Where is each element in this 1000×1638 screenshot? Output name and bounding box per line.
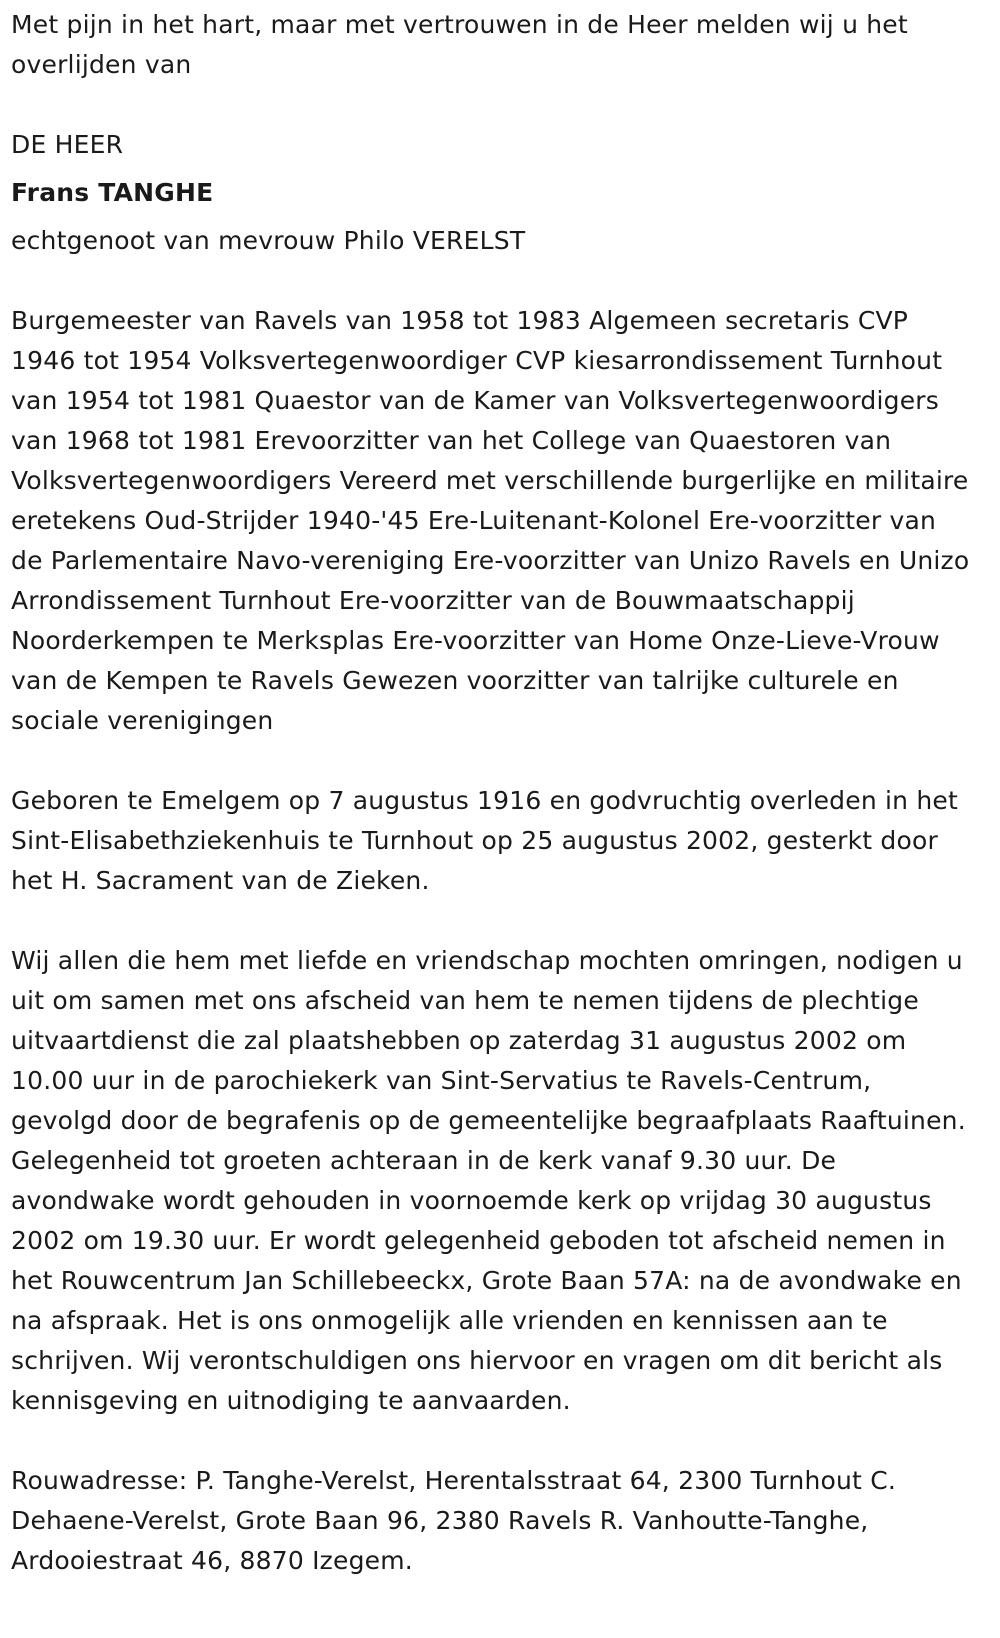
spouse-text: echtgenoot van mevrouw Philo VERELST bbox=[11, 226, 526, 255]
career-text: Burgemeester van Ravels van 1958 tot 1983 Algemeen secretaris CVP 1946 tot 1954 Volksvertegenwoordiger CVP kiesarrondissement Turnhout van 1954 tot 1981 Quaestor van de Kamer van Volksvertegenwoordigers van 1968 tot 1981 Erevoorzitter van het College van Quaestoren van Volksvertegenwoordigers Vereerd met verschillende burgerlijke en militaire eretekens Oud-Strijder 1940-'45 Ere-Luitenant-Kolonel Ere-voorzitter van de Parlementaire Navo-vereniging Ere-voorzitter van Unizo Ravels en Unizo Arrondissement Turnhout Ere-voorzitter van de Bouwmaatschappij Noorderkempen te Merksplas Ere-voorzitter van Home Onze-Lieve-Vrouw van de Kempen te Ravels Gewezen voorzitter van talrijke culturele en sociale verenigingen bbox=[11, 306, 970, 735]
deceased-name: Frans TANGHE bbox=[11, 178, 214, 207]
intro-text: Met pijn in het hart, maar met vertrouwen in de Heer melden wij u het overlijden van bbox=[11, 10, 908, 79]
birth-death-text: Geboren te Emelgem op 7 augustus 1916 en godvruchtig overleden in het Sint-Elisabethziekenhuis te Turnhout op 25 augustus 2002, gesterkt door het H. Sacrament van de Zieken. bbox=[11, 786, 958, 895]
honorific-title: DE HEER bbox=[11, 130, 124, 159]
invitation-text: Wij allen die hem met liefde en vriendschap mochten omringen, nodigen u uit om samen met ons afscheid van hem te nemen tijdens de plechtige uitvaartdienst die zal plaatshebben op zaterdag 31 augustus 2002 om 10.00 uur in de parochiekerk van Sint-Servatius te Ravels-Centrum, gevolgd door de begrafenis op de gemeentelijke begraafplaats Raaftuinen. Gelegenheid tot groeten achteraan in de kerk vanaf 9.30 uur. De avondwake wordt gehouden in voornoemde kerk op vrijdag 30 augustus 2002 om 19.30 uur. Er wordt gelegenheid geboden tot afscheid nemen in het Rouwcentrum Jan Schillebeeckx, Grote Baan 57A: na de avondwake en na afspraak. Het is ons onmogelijk alle vrienden en kennissen aan te schrijven. Wij verontschuldigen ons hiervoor en vragen om dit bericht als kennisgeving en uitnodiging te aanvaarden. bbox=[11, 946, 966, 1415]
mourning-addresses: Rouwadresse: P. Tanghe-Verelst, Herentalsstraat 64, 2300 Turnhout C. Dehaene-Verelst, Grote Baan 96, 2380 Ravels R. Vanhoutte-Tanghe, Ardooiestraat 46, 8870 Izegem. bbox=[11, 1466, 897, 1575]
